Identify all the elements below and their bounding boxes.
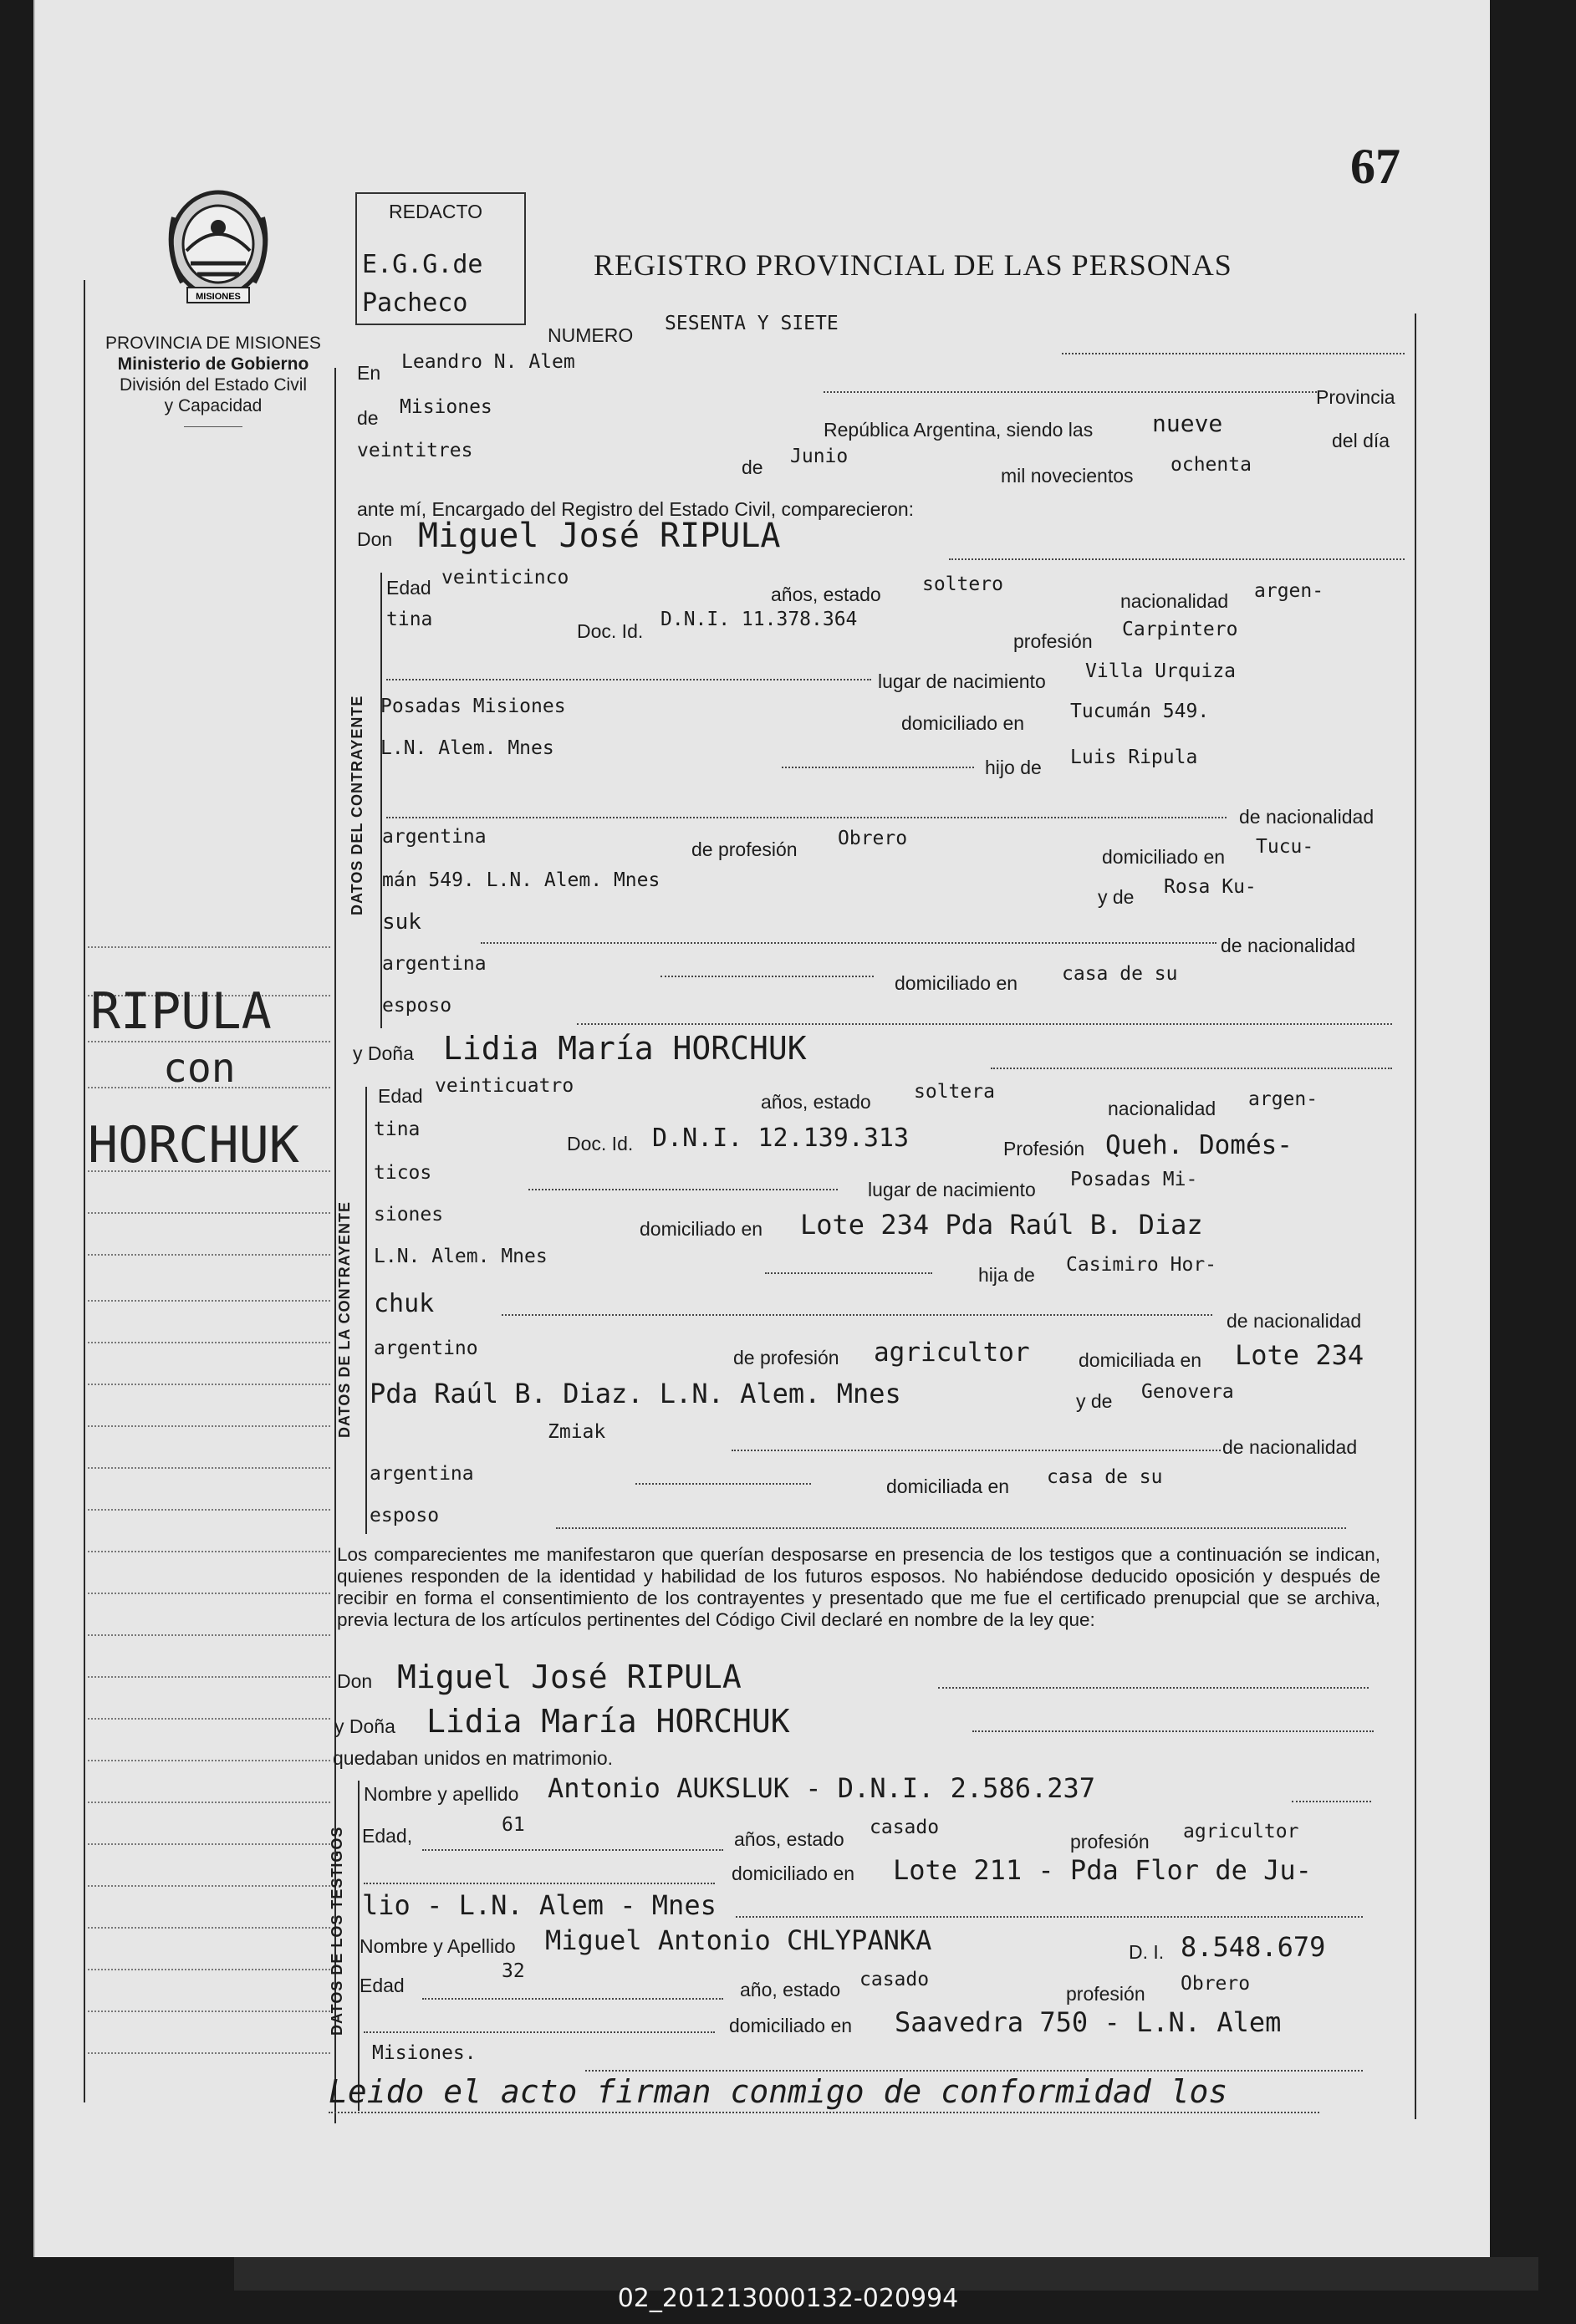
w2-dom: Saavedra 750 - L.N. Alem [895, 2006, 1282, 2038]
margin-rule [88, 1425, 330, 1427]
bride-estado: soltera [914, 1081, 995, 1103]
decl-dona-label: y Doña [334, 1715, 395, 1737]
bride-padre-dom-label: domiciliada en [1079, 1349, 1202, 1371]
groom-padre: Luis Ripula [1070, 747, 1198, 768]
province-crest-icon [157, 184, 279, 309]
groom-nac-label: nacionalidad [1120, 590, 1229, 612]
bride-de-nac-label-2: de nacionalidad [1222, 1436, 1358, 1458]
don-value: Miguel José RIPULA [418, 517, 781, 555]
fill-line [972, 1729, 1374, 1732]
margin-rule [88, 2052, 330, 2054]
fill-line [585, 2068, 1363, 2072]
fill-line [386, 677, 871, 680]
groom-dom-2: L.N. Alem. Mnes [380, 737, 554, 759]
margin-rule [88, 1041, 330, 1042]
w2-prof-label: profesión [1066, 1983, 1145, 2005]
bride-padre: Casimiro Hor- [1066, 1254, 1217, 1276]
margin-rule [88, 1300, 330, 1302]
fill-line [991, 1066, 1392, 1069]
anio-value: ochenta [1171, 454, 1252, 476]
decl-dona: Lidia María HORCHUK [426, 1703, 790, 1740]
fill-line [502, 1312, 1212, 1316]
bride-prof-2: ticos [374, 1162, 432, 1184]
fill-line [422, 1996, 723, 2000]
groom-estado: soltero [922, 573, 1003, 595]
province-line-4: y Capacidad [164, 396, 263, 415]
margin-rule [88, 1843, 330, 1845]
bride-de-nac-label: de nacionalidad [1227, 1310, 1362, 1332]
main-right-line [1415, 313, 1416, 2119]
w1-estado-label: años, estado [734, 1828, 844, 1850]
groom-madre: Rosa Ku- [1164, 876, 1257, 898]
margin-rule [88, 1593, 330, 1594]
fill-line [577, 1022, 1392, 1025]
w1-dom-2: lio - L.N. Alem - Mnes [362, 1889, 717, 1921]
bride-nac-2: tina [374, 1119, 421, 1140]
bride-padre-dom-2: Pda Raúl B. Diaz. L.N. Alem. Mnes [370, 1378, 901, 1409]
margin-rule [88, 1969, 330, 1970]
w2-dom-label: domiciliado en [729, 2015, 853, 2036]
statement-paragraph: Los comparecientes me manifestaron que querían desposarse en presencia de los testigos que a continuación se indican, quienes responden de la identidad y habilidad de los futuros esposos. No habiéndose deducido oposición y después de recibir en forma el consentimiento de los contrayentes y presentado que me fue el certificado prenupcial que se archiva, previa lectura de los artículos pertinentes del Código Civil declaré en nombre de la ley que: [337, 1544, 1380, 1630]
margin-rule [88, 1885, 330, 1887]
redacto-box [355, 192, 526, 325]
groom-de-nac-label: de nacionalidad [1239, 806, 1375, 828]
w1-name-label: Nombre y apellido [364, 1783, 519, 1805]
decl-quedaban: quedaban unidos en matrimonio. [333, 1747, 614, 1769]
province-line-2: Ministerio de Gobierno [117, 354, 309, 374]
groom-estado-label: años, estado [771, 584, 881, 605]
margin-rule [88, 1927, 330, 1929]
w1-edad-label: Edad, [362, 1825, 413, 1847]
numero-label: NUMERO [548, 324, 634, 346]
w1-dom: Lote 211 - Pda Flor de Ju- [893, 1854, 1312, 1886]
groom-madre-nac: argentina [382, 953, 487, 975]
groom-lugar: Villa Urquiza [1085, 660, 1237, 682]
w2-estado: casado [859, 1969, 930, 1990]
redacto-handwriting: E.G.G.de Pacheco [362, 250, 483, 318]
groom-padre-prof: Obrero [838, 828, 908, 849]
groom-dom: Tucumán 549. [1070, 701, 1210, 722]
groom-madre-dom-2: esposo [382, 995, 452, 1017]
closing-line: Leido el acto firman conmigo de conformidad los [329, 2073, 1228, 2110]
w2-estado-label: año, estado [740, 1979, 841, 2000]
page-number: 67 [1350, 139, 1400, 194]
bride-estado-label: años, estado [761, 1091, 871, 1113]
groom-madre-dom: casa de su [1062, 963, 1178, 985]
margin-rule [88, 1760, 330, 1761]
province-rule [184, 426, 242, 427]
margin-rule [88, 1384, 330, 1385]
bride-de-prof-label: de profesión [733, 1347, 839, 1368]
groom-nac-2: tina [386, 609, 433, 630]
margin-note-con: con [163, 1045, 236, 1092]
witness-section-label: DATOS DE LOS TESTIGOS [329, 1826, 345, 2036]
bride-prof-label: Profesión [1003, 1138, 1085, 1159]
bride-madre-dom-2: esposo [370, 1505, 440, 1526]
decl-don: Miguel José RIPULA [397, 1659, 742, 1695]
groom-nac: argen- [1254, 580, 1324, 602]
bride-y-de-label: y de [1076, 1390, 1113, 1412]
bride-doc-label: Doc. Id. [567, 1133, 634, 1154]
bride-section-label: DATOS DE LA CONTRAYENTE [336, 1200, 353, 1438]
fill-line [528, 1187, 838, 1190]
w1-edad: 61 [502, 1814, 525, 1836]
groom-prof: Carpintero [1122, 619, 1238, 640]
w2-name: Miguel Antonio CHLYPANKA [545, 1924, 932, 1956]
fill-line [386, 815, 1227, 818]
fill-line [732, 1448, 1221, 1451]
bride-frame-line [365, 1087, 367, 1534]
bride-edad-label: Edad [378, 1085, 423, 1107]
groom-lugar-2: Posadas Misiones [380, 696, 566, 717]
fill-line [660, 974, 874, 977]
groom-dom-label: domiciliado en [901, 712, 1025, 734]
bride-dom: Lote 234 Pda Raúl B. Diaz [800, 1209, 1203, 1241]
bride-madre: Genovera [1141, 1381, 1234, 1403]
margin-rule [88, 1509, 330, 1511]
groom-madre-dom-label: domiciliado en [895, 972, 1018, 994]
bride-padre-nac: argentino [374, 1338, 478, 1359]
fill-line [782, 765, 974, 768]
bride-doc: D.N.I. 12.139.313 [652, 1124, 910, 1153]
del-dia-label: del día [1332, 430, 1390, 451]
w2-doc-label: D. I. [1129, 1941, 1165, 1963]
fill-line [556, 1526, 1346, 1529]
numero-value: SESENTA Y SIETE [665, 313, 839, 334]
groom-padre-dom: Tucu- [1256, 836, 1314, 858]
registry-title: REGISTRO PROVINCIAL DE LAS PERSONAS [594, 248, 1232, 282]
bride-name: Lidia María HORCHUK [443, 1030, 807, 1067]
margin-rule [88, 1212, 330, 1214]
hora-value: nueve [1152, 410, 1223, 437]
w2-prof: Obrero [1181, 1973, 1251, 1995]
groom-doc-label: Doc. Id. [577, 620, 644, 642]
de-label: de [357, 407, 379, 429]
bride-lugar-label: lugar de nacimiento [868, 1179, 1036, 1200]
left-margin-line [84, 280, 85, 2102]
groom-edad-label: Edad [386, 577, 431, 599]
margin-rule [88, 1254, 330, 1256]
fill-line [824, 390, 1317, 393]
groom-padre-nac: argentina [382, 826, 487, 848]
bride-padre-prof: agricultor [874, 1338, 1030, 1368]
margin-rule [88, 1467, 330, 1469]
margin-rule [88, 1718, 330, 1720]
bride-lugar-2: siones [374, 1204, 444, 1226]
w1-prof: agricultor [1183, 1821, 1299, 1842]
provincia-label: Provincia [1316, 386, 1395, 408]
groom-de-prof-label: de profesión [691, 838, 798, 860]
fill-line [1062, 351, 1405, 354]
groom-lugar-label: lugar de nacimiento [878, 670, 1046, 692]
w1-dom-label: domiciliado en [732, 1863, 855, 1884]
groom-prof-label: profesión [1013, 630, 1093, 652]
bride-madre-2: Zmiak [548, 1421, 606, 1443]
fill-line [938, 1685, 1369, 1689]
bride-madre-dom-label: domiciliada en [886, 1475, 1010, 1497]
ante-text: ante mí, Encargado del Registro del Estado Civil, comparecieron: [357, 498, 915, 520]
w1-name: Antonio AUKSLUK - D.N.I. 2.586.237 [548, 1772, 1096, 1804]
fill-line [364, 1881, 715, 1884]
groom-padre-dom-2: mán 549. L.N. Alem. Mnes [382, 869, 660, 891]
bride-nac: argen- [1248, 1088, 1318, 1110]
bride-dom-label: domiciliado en [640, 1218, 763, 1240]
margin-note-surname-2: HORCHUK [88, 1116, 299, 1175]
province-line-1: PROVINCIA DE MISIONES [105, 334, 321, 353]
margin-rule [88, 946, 330, 948]
fill-line [736, 1914, 1363, 1918]
fill-line [765, 1271, 932, 1274]
fill-line [1292, 1799, 1371, 1802]
bride-madre-nac: argentina [370, 1463, 474, 1485]
de2-label: de [742, 456, 763, 478]
mes-value: Junio [790, 446, 849, 467]
margin-rule [88, 1676, 330, 1678]
fill-line [364, 2030, 715, 2033]
groom-madre-2: suk [382, 910, 421, 935]
de-value: Misiones [400, 396, 492, 418]
w2-edad: 32 [502, 1960, 525, 1982]
bride-prof: Queh. Domés- [1105, 1130, 1293, 1160]
fill-line [635, 1481, 811, 1485]
w1-estado: casado [870, 1817, 940, 1838]
margin-rule [88, 1342, 330, 1343]
crest-label: MISIONES [196, 292, 241, 302]
w2-name-label: Nombre y Apellido [360, 1935, 516, 1957]
province-block [88, 333, 339, 427]
w2-dom-2: Misiones. [372, 2042, 477, 2064]
bride-nac-label: nacionalidad [1108, 1098, 1216, 1119]
groom-section-label: DATOS DEL CONTRAYENTE [349, 695, 365, 915]
mil-label: mil novecientos [1001, 465, 1134, 487]
fill-line [481, 940, 1216, 944]
bride-dom-2: L.N. Alem. Mnes [374, 1246, 548, 1267]
groom-padre-dom-label: domiciliado en [1102, 846, 1226, 868]
fill-line [422, 1847, 723, 1851]
province-line-3: División del Estado Civil [119, 375, 308, 395]
bride-padre-2: chuk [374, 1289, 435, 1318]
groom-hijo-label: hijo de [985, 757, 1042, 778]
republica-text: República Argentina, siendo las [824, 419, 1094, 441]
fill-line [949, 557, 1405, 560]
bride-lugar: Posadas Mi- [1070, 1169, 1198, 1190]
bride-hija-label: hija de [978, 1264, 1035, 1286]
en-label: En [357, 362, 381, 384]
bride-dona-label: y Doña [353, 1042, 414, 1064]
don-label: Don [357, 528, 393, 550]
groom-de-nac-label-2: de nacionalidad [1221, 935, 1356, 956]
margin-rule [88, 2011, 330, 2012]
redacto-title: REDACTO [389, 201, 483, 222]
groom-edad: veinticinco [441, 567, 569, 589]
w2-edad-label: Edad [360, 1975, 405, 1996]
w1-prof-label: profesión [1070, 1831, 1150, 1853]
bride-padre-dom: Lote 234 [1235, 1339, 1364, 1371]
image-id-caption: 02_201213000132-020994 [617, 2284, 959, 2313]
w2-doc: 8.548.679 [1181, 1931, 1326, 1963]
fill-line [329, 2110, 1319, 2113]
decl-don-label: Don [337, 1670, 373, 1692]
margin-rule [88, 1802, 330, 1803]
bride-edad: veinticuatro [435, 1075, 574, 1097]
groom-y-de-label: y de [1098, 886, 1135, 908]
dia-value: veintitres [357, 440, 473, 461]
margin-rule [88, 1634, 330, 1636]
groom-doc: D.N.I. 11.378.364 [660, 609, 858, 630]
bride-madre-dom: casa de su [1047, 1466, 1163, 1488]
margin-note-surname: RIPULA [90, 982, 272, 1041]
en-value: Leandro N. Alem [401, 351, 575, 373]
margin-rule [88, 1551, 330, 1552]
